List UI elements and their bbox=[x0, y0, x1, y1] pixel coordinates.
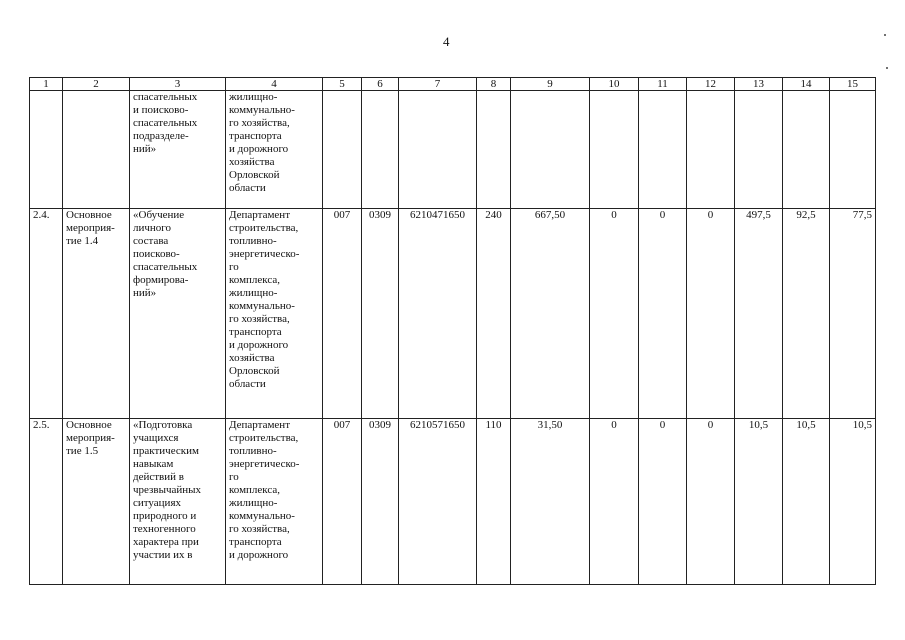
cell-grbs bbox=[323, 91, 362, 209]
cell-col-15 bbox=[830, 91, 876, 209]
column-number: 14 bbox=[783, 78, 830, 91]
column-number: 8 bbox=[477, 78, 511, 91]
cell-col-14 bbox=[783, 91, 830, 209]
event-name: «Обучение личного состава поисково- спасательных формирова- ний» bbox=[130, 209, 226, 419]
cell-col-13: 497,5 bbox=[735, 209, 783, 419]
scan-speck bbox=[886, 67, 888, 69]
cell-target-article: 6210571650 bbox=[399, 419, 477, 585]
column-number-row bbox=[30, 78, 876, 91]
event-type: Основное мероприя- тие 1.4 bbox=[63, 209, 130, 419]
column-number: 10 bbox=[590, 78, 639, 91]
table-row-continuation bbox=[30, 91, 876, 209]
column-number: 7 bbox=[399, 78, 477, 91]
row-number: 2.4. bbox=[30, 209, 63, 419]
cell-target-article: 6210471650 bbox=[399, 209, 477, 419]
cell-col-12 bbox=[687, 91, 735, 209]
cell-section: 0309 bbox=[362, 419, 399, 585]
cell-col-11 bbox=[639, 91, 687, 209]
column-number: 15 bbox=[830, 78, 876, 91]
cell-section bbox=[362, 91, 399, 209]
column-number: 13 bbox=[735, 78, 783, 91]
cell-total bbox=[511, 91, 590, 209]
cell-section: 0309 bbox=[362, 209, 399, 419]
cell-col-15: 77,5 bbox=[830, 209, 876, 419]
cell-col-15: 10,5 bbox=[830, 419, 876, 585]
cell-col-12: 0 bbox=[687, 209, 735, 419]
table-row-2-4 bbox=[30, 209, 876, 419]
cell-col-14: 92,5 bbox=[783, 209, 830, 419]
cell-grbs: 007 bbox=[323, 209, 362, 419]
column-number: 6 bbox=[362, 78, 399, 91]
column-number: 5 bbox=[323, 78, 362, 91]
column-number: 3 bbox=[130, 78, 226, 91]
column-number: 2 bbox=[63, 78, 130, 91]
event-name: «Подготовка учащихся практическим навыкам действий в чрезвычайных ситуациях природного и техногенного характера при участии их в bbox=[130, 419, 226, 585]
page-number: 4 bbox=[443, 34, 450, 49]
executor: жилищно- коммунально- го хозяйства, транспорта и дорожного хозяйства Орловской области bbox=[226, 91, 323, 209]
cell-total: 31,50 bbox=[511, 419, 590, 585]
row-number bbox=[30, 91, 63, 209]
event-type bbox=[63, 91, 130, 209]
event-name: спасательных и поисково- спасательных подразделе- ний» bbox=[130, 91, 226, 209]
column-number: 1 bbox=[30, 78, 63, 91]
executor: Департамент строительства, топливно- энергетическо- го комплекса, жилищно- коммунально- го хозяйства, транспорта и дорожного bbox=[226, 419, 323, 585]
cell-col-14: 10,5 bbox=[783, 419, 830, 585]
column-number: 11 bbox=[639, 78, 687, 91]
cell-col-10: 0 bbox=[590, 209, 639, 419]
cell-total: 667,50 bbox=[511, 209, 590, 419]
cell-col-10 bbox=[590, 91, 639, 209]
cell-expense-type: 110 bbox=[477, 419, 511, 585]
budget-table bbox=[29, 77, 876, 585]
cell-grbs: 007 bbox=[323, 419, 362, 585]
cell-col-13 bbox=[735, 91, 783, 209]
event-type: Основное мероприя- тие 1.5 bbox=[63, 419, 130, 585]
column-number: 12 bbox=[687, 78, 735, 91]
cell-col-13: 10,5 bbox=[735, 419, 783, 585]
table-row-2-5 bbox=[30, 419, 876, 585]
executor: Департамент строительства, топливно- энергетическо- го комплекса, жилищно- коммунально- го хозяйства, транспорта и дорожного хозяйства Орловской области bbox=[226, 209, 323, 419]
cell-col-11: 0 bbox=[639, 209, 687, 419]
row-number: 2.5. bbox=[30, 419, 63, 585]
column-number: 9 bbox=[511, 78, 590, 91]
cell-col-10: 0 bbox=[590, 419, 639, 585]
cell-target-article bbox=[399, 91, 477, 209]
cell-col-11: 0 bbox=[639, 419, 687, 585]
cell-col-12: 0 bbox=[687, 419, 735, 585]
cell-expense-type bbox=[477, 91, 511, 209]
cell-expense-type: 240 bbox=[477, 209, 511, 419]
column-number: 4 bbox=[226, 78, 323, 91]
scan-speck bbox=[884, 34, 886, 36]
